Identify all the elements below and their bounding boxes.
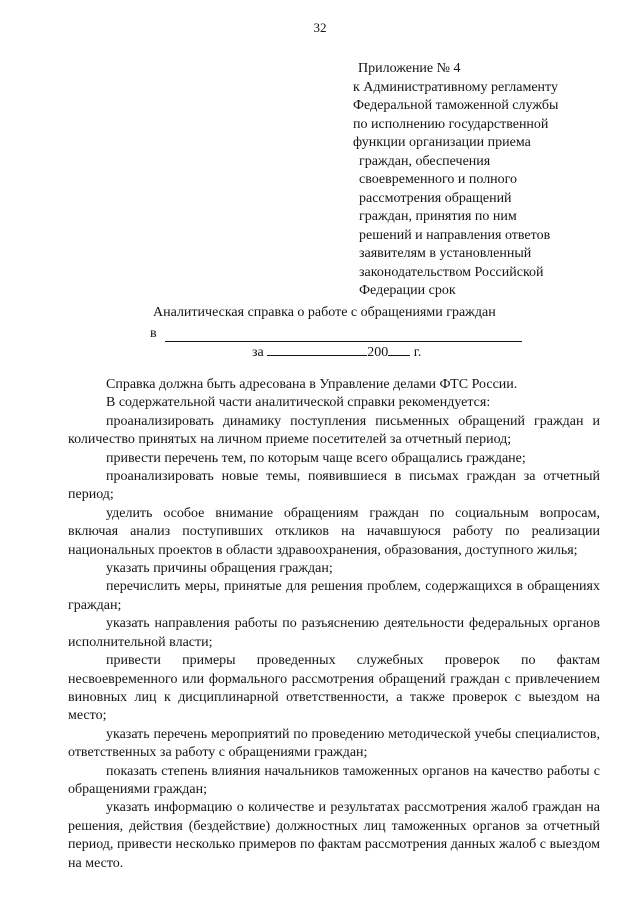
report-title: Аналитическая справка о работе с обращениями граждан bbox=[153, 305, 496, 320]
page-number: 32 bbox=[313, 20, 327, 35]
appendix-line: граждан, обеспечения bbox=[359, 153, 491, 169]
appendix-line: заявителям в установленный bbox=[359, 246, 532, 261]
appendix-line: Федерации срок bbox=[359, 283, 456, 298]
appendix-line: рассмотрения обращений bbox=[359, 190, 512, 206]
paragraph: уделить особое внимание обращениям граждан по социальным вопросам, включая анализ поступивших откликов на начавшуюся работу по реализации национальных проектов в области здравоохранения, образования, доступного жилья; bbox=[68, 505, 600, 558]
paragraph: перечислить меры, принятые для решения проблем, содержащихся в обращениях граждан; bbox=[68, 579, 600, 613]
paragraph: показать степень влияния начальников таможенных органов на качество работы с обращениями граждан; bbox=[68, 763, 600, 797]
year-suffix: г. bbox=[413, 345, 422, 360]
appendix-line: граждан, принятия по ним bbox=[359, 209, 517, 224]
paragraph: проанализировать новые темы, появившиеся в письмах граждан за отчетный период; bbox=[68, 469, 600, 503]
in-prefix: в bbox=[150, 326, 157, 341]
period-field bbox=[252, 343, 432, 361]
appendix-line: к Административному регламенту bbox=[353, 79, 558, 95]
paragraph: привести примеры проведенных служебных проверок по фактам несвоевременного или формального рассмотрения обращений граждан с привлечением виновных лиц к дисциплинарной ответственности, а также проверок с выездом на место; bbox=[68, 653, 600, 724]
appendix-line: своевременного и полного bbox=[359, 172, 518, 187]
appendix-line: по исполнению государственной bbox=[353, 116, 549, 132]
appendix-line: Федеральной таможенной службы bbox=[353, 98, 559, 113]
recommendations-body bbox=[68, 376, 600, 873]
paragraph: указать перечень мероприятий по проведению методической учебы специалистов, ответственных за работу с обращениями граждан; bbox=[68, 726, 600, 761]
appendix-line: законодательством Российской bbox=[359, 264, 544, 280]
paragraph: указать причины обращения граждан; bbox=[106, 561, 333, 577]
blank-line bbox=[165, 341, 522, 342]
appendix-line: функции организации приема bbox=[353, 135, 531, 150]
paragraph: В содержательной части аналитической справки рекомендуется: bbox=[106, 395, 491, 411]
appendix-title: Приложение № 4 bbox=[358, 61, 461, 76]
paragraph: привести перечень тем, по которым чаще всего обращались граждане; bbox=[106, 450, 526, 466]
appendix-line: решений и направления ответов bbox=[359, 227, 551, 243]
paragraph: указать направления работы по разъяснению деятельности федеральных органов исполнительной власти; bbox=[68, 616, 600, 650]
blank-line bbox=[388, 343, 410, 356]
paragraph: указать информацию о количестве и результатах рассмотрения жалоб граждан на решения, действия (бездействие) должностных лиц таможенных органов за отчетный период, привести несколько примеров по фактам рассмотрения данных жалоб с выездом на место. bbox=[68, 800, 600, 871]
blank-line bbox=[267, 343, 367, 356]
appendix-header bbox=[353, 60, 613, 301]
for-prefix: за bbox=[252, 345, 264, 360]
organization-field bbox=[150, 326, 522, 344]
paragraph: проанализировать динамику поступления письменных обращений граждан и количество принятых на личном приеме посетителей за отчетный период; bbox=[68, 413, 600, 448]
paragraph: Справка должна быть адресована в Управление делами ФТС России. bbox=[106, 377, 518, 392]
year-prefix: 200 bbox=[367, 345, 389, 360]
